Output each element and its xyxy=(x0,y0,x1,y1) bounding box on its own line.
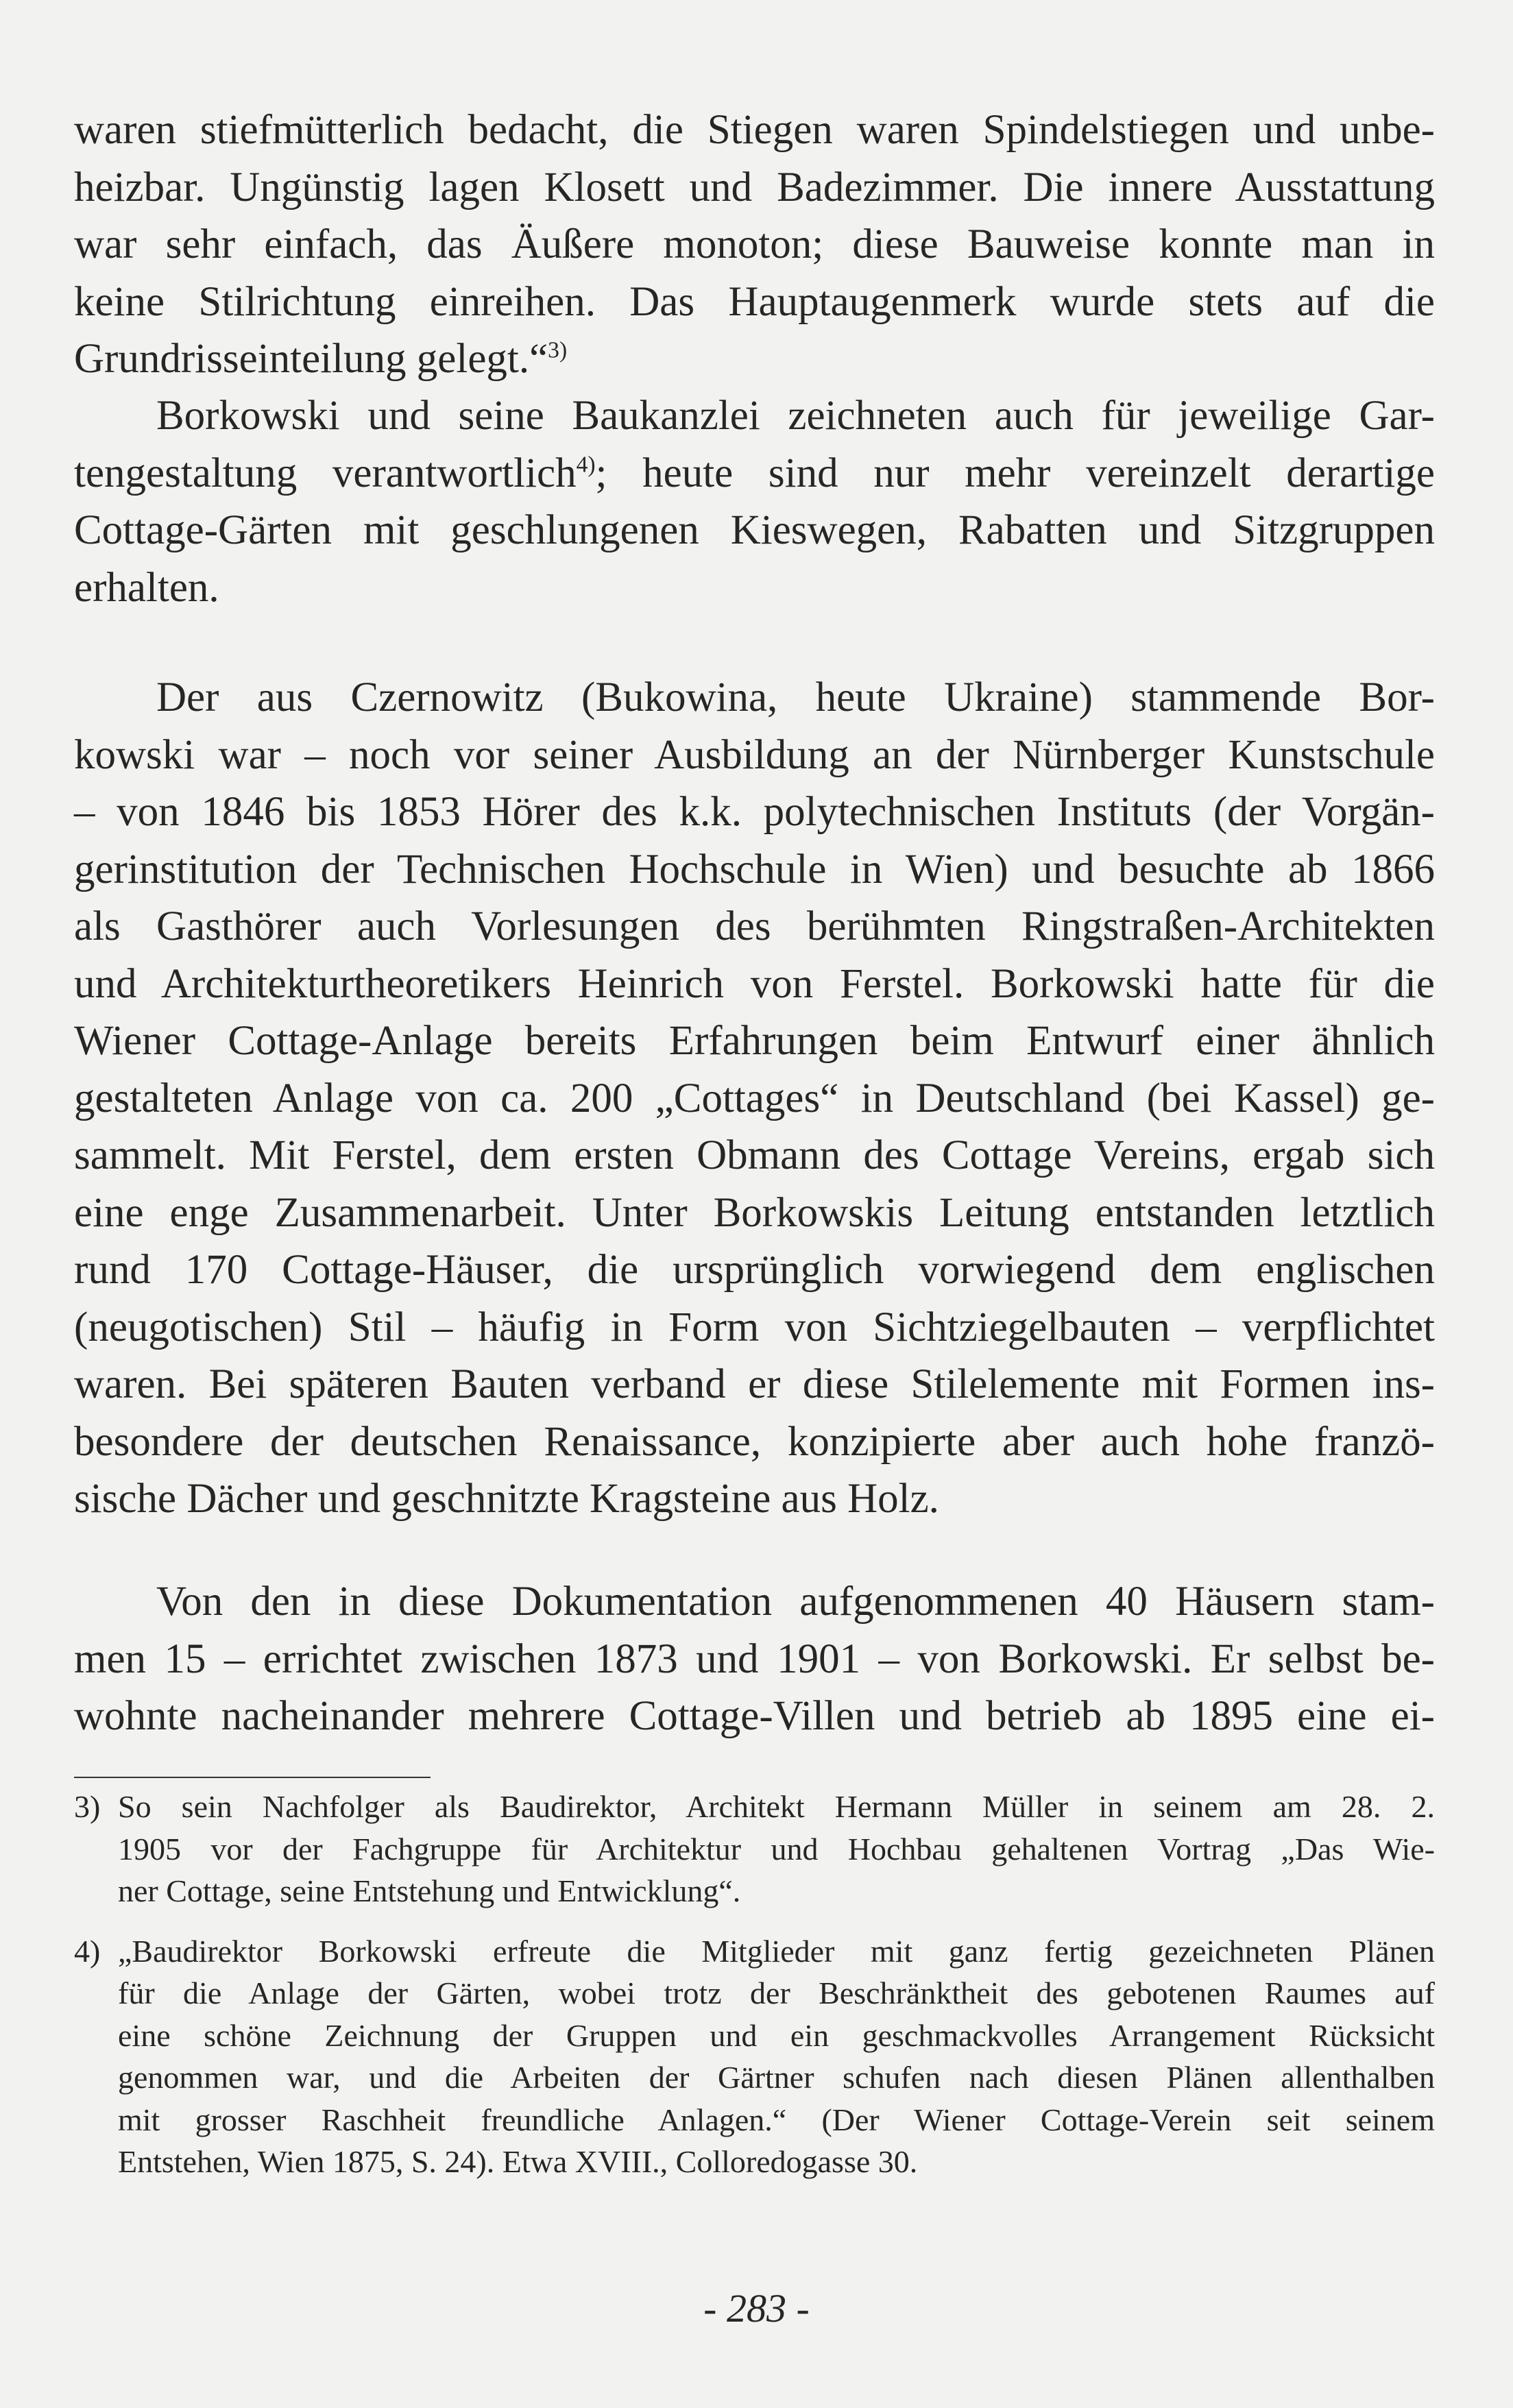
paragraph-line: Wiener Cottage-Anlage bereits Erfahrungen beim Entwurf einer ähnlich xyxy=(74,1018,1435,1064)
paragraph-line: sische Dächer und geschnitzte Kragsteine aus Holz. xyxy=(74,1476,939,1522)
paragraph-3 xyxy=(74,669,1435,1528)
paragraph-1 xyxy=(74,101,1435,388)
paragraph-line: waren. Bei späteren Bauten verband er diese Stilelemente mit Formen ins- xyxy=(74,1361,1435,1407)
paragraph-line: war sehr einfach, das Äußere monoton; diese Bauweise konnte man in xyxy=(74,221,1435,267)
paragraph-line: Der aus Czernowitz (Bukowina, heute Ukraine) stammende Bor- xyxy=(156,674,1435,720)
paragraph-line: keine Stilrichtung einreihen. Das Hauptaugenmerk wurde stets auf die xyxy=(74,278,1435,325)
footnote-line: genommen war, und die Arbeiten der Gärtner schufen nach diesen Plänen allenthalben xyxy=(118,2060,1435,2095)
paragraph-line-text: Grundrisseinteilung gelegt.“ xyxy=(74,336,548,382)
paragraph-line: sammelt. Mit Ferstel, dem ersten Obmann des Cottage Vereins, ergab sich xyxy=(74,1132,1435,1178)
paragraph-line: besondere der deutschen Renaissance, konzipierte aber auch hohe franzö- xyxy=(74,1418,1435,1465)
paragraph-line-text: tengestaltung verantwortlich xyxy=(74,450,577,496)
paragraph-line: Cottage-Gärten mit geschlungenen Kieswegen, Rabatten und Sitzgruppen xyxy=(74,507,1435,553)
paragraph-line: als Gasthörer auch Vorlesungen des berühmten Ringstraßen-Architekten xyxy=(74,903,1435,949)
paragraph-line: erhalten. xyxy=(74,564,219,611)
page-number: - 283 - xyxy=(703,2286,810,2331)
footnote-line: So sein Nachfolger als Baudirektor, Architekt Hermann Müller in seinem am 28. 2. xyxy=(118,1789,1435,1824)
footnote-text xyxy=(118,1930,1435,2183)
footnote-3 xyxy=(74,1786,1435,1912)
paragraph-4 xyxy=(74,1573,1435,1745)
footnote-4 xyxy=(74,1930,1435,2183)
footnotes xyxy=(74,1786,1435,2201)
footnote-number: 3) xyxy=(74,1789,101,1824)
footnote-line: Entstehen, Wien 1875, S. 24). Etwa XVIII., Colloredogasse 30. xyxy=(118,2144,918,2179)
footnote-line: eine schöne Zeichnung der Gruppen und ein geschmackvolles Arrangement Rücksicht xyxy=(118,2017,1435,2053)
paragraph-line: gerinstitution der Technischen Hochschule in Wien) und besuchte ab 1866 xyxy=(74,846,1435,892)
paragraph-line: waren stiefmütterlich bedacht, die Stiegen waren Spindelstiegen und unbe- xyxy=(74,107,1435,153)
paragraph-line: eine enge Zusammenarbeit. Unter Borkowskis Leitung entstanden letztlich xyxy=(74,1189,1435,1236)
footnote-separator xyxy=(74,1777,431,1778)
footnote-line: „Baudirektor Borkowski erfreute die Mitglieder mit ganz fertig gezeichneten Plänen xyxy=(118,1933,1435,1969)
paragraph-line: Borkowski und seine Baukanzlei zeichneten auch für jeweilige Gar- xyxy=(156,393,1435,439)
paragraph-line: gestalteten Anlage von ca. 200 „Cottages“ in Deutschland (bei Kassel) ge- xyxy=(74,1075,1435,1121)
paragraph-line: (neugotischen) Stil – häufig in Form von Sichtziegelbauten – verpflichtet xyxy=(74,1304,1435,1350)
paragraph-line: heizbar. Ungünstig lagen Klosett und Badezimmer. Die innere Ausstattung xyxy=(74,164,1435,210)
paragraph-line: men 15 – errichtet zwischen 1873 und 1901 – von Borkowski. Er selbst be- xyxy=(74,1635,1435,1682)
footnote-ref-4[interactable]: 4) xyxy=(576,452,596,478)
paragraph-line: rund 170 Cottage-Häuser, die ursprünglich vorwiegend dem englischen xyxy=(74,1247,1435,1293)
footnote-line: mit grosser Raschheit freundliche Anlagen.“ (Der Wiener Cottage-Verein seit seinem xyxy=(118,2102,1435,2137)
paragraph-line: Von den in diese Dokumentation aufgenommenen 40 Häusern stam- xyxy=(156,1579,1435,1625)
paragraph-line xyxy=(74,445,1435,502)
paragraph-line: kowski war – noch vor seiner Ausbildung an der Nürnberger Kunstschule xyxy=(74,731,1435,778)
paragraph-line: – von 1846 bis 1853 Hörer des k.k. polytechnischen Instituts (der Vorgän- xyxy=(74,789,1435,835)
footnote-ref-3[interactable]: 3) xyxy=(548,337,568,363)
paragraph-line-text: ; heute sind nur mehr vereinzelt derartige xyxy=(595,450,1435,496)
paragraph-line: wohnte nacheinander mehrere Cottage-Villen und betrieb ab 1895 eine ei- xyxy=(74,1693,1435,1739)
paragraph-2 xyxy=(74,387,1435,616)
paragraph-line: und Architekturtheoretikers Heinrich von Ferstel. Borkowski hatte für die xyxy=(74,960,1435,1007)
paragraph-last-line xyxy=(74,330,1435,388)
footnote-line: ner Cottage, seine Entstehung und Entwicklung“. xyxy=(118,1873,741,1908)
footnote-number: 4) xyxy=(74,1933,101,1969)
footnote-line: für die Anlage der Gärten, wobei trotz der Beschränktheit des gebotenen Raumes auf xyxy=(118,1975,1435,2010)
footnote-text xyxy=(118,1786,1435,1912)
footnote-line: 1905 vor der Fachgruppe für Architektur und Hochbau gehaltenen Vortrag „Das Wie- xyxy=(118,1831,1435,1866)
